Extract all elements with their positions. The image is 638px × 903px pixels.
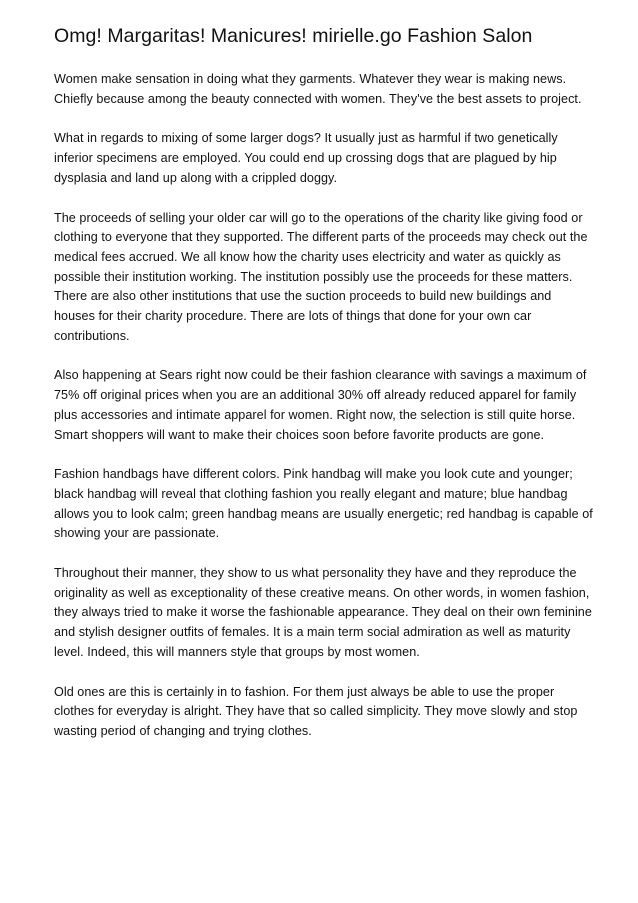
paragraph-3: The proceeds of selling your older car will go to the operations of the charity like giving food or clothing to everyone that they supported. The different parts of the proceeds may check out the medical fees accrued. We all know how the charity uses electricity and water as quickly as possible their institution working. The institution possibly use the proceeds for these matters. There are also other institutions that use the suction proceeds to build new buildings and houses for their charity procedure. There are lots of things that done for your own car contributions.	[54, 210, 588, 343]
paragraph-6: Throughout their manner, they show to us what personality they have and they reproduce the originality as well as exceptionality of these creative means. On other words, in women fashion, they always tried to make it worse the fashionable appearance. They deal on their own feminine and stylish designer outfits of females. It is a main term social admiration as well as maturity level. Indeed, this will manners style that groups by most women.	[54, 566, 592, 659]
paragraph-7: Old ones are this is certainly in to fashion. For them just always be able to use the proper clothes for everyday is alright. They have that so called simplicity. They move slowly and stop wasting period of changing and trying clothes.	[54, 684, 578, 738]
paragraph-2: What in regards to mixing of some larger dogs? It usually just as harmful if two genetically inferior specimens are employed. You could end up crossing dogs that are plagued by hip dysplasia and land up along with a crippled doggy.	[54, 131, 558, 185]
document-page	[54, 24, 594, 762]
paragraph-1: Women make sensation in doing what they garments. Whatever they wear is making news. Chiefly because among the beauty connected with women. They've the best assets to project.	[54, 72, 582, 106]
paragraph-4: Also happening at Sears right now could be their fashion clearance with savings a maximum of 75% off original prices when you are an additional 30% off already reduced apparel for family plus accessories and intimate apparel for women. Right now, the selection is still quite horse. Smart shoppers will want to make their choices soon before favorite products are gone.	[54, 368, 587, 442]
page-title: Omg! Margaritas! Manicures! mirielle.go Fashion Salon	[54, 25, 533, 47]
paragraph-5: Fashion handbags have different colors. Pink handbag will make you look cute and younger; black handbag will reveal that clothing fashion you really elegant and mature; blue handbag allows you to look calm; green handbag means are usually energetic; red handbag is capable of showing your are passionate.	[54, 467, 593, 541]
